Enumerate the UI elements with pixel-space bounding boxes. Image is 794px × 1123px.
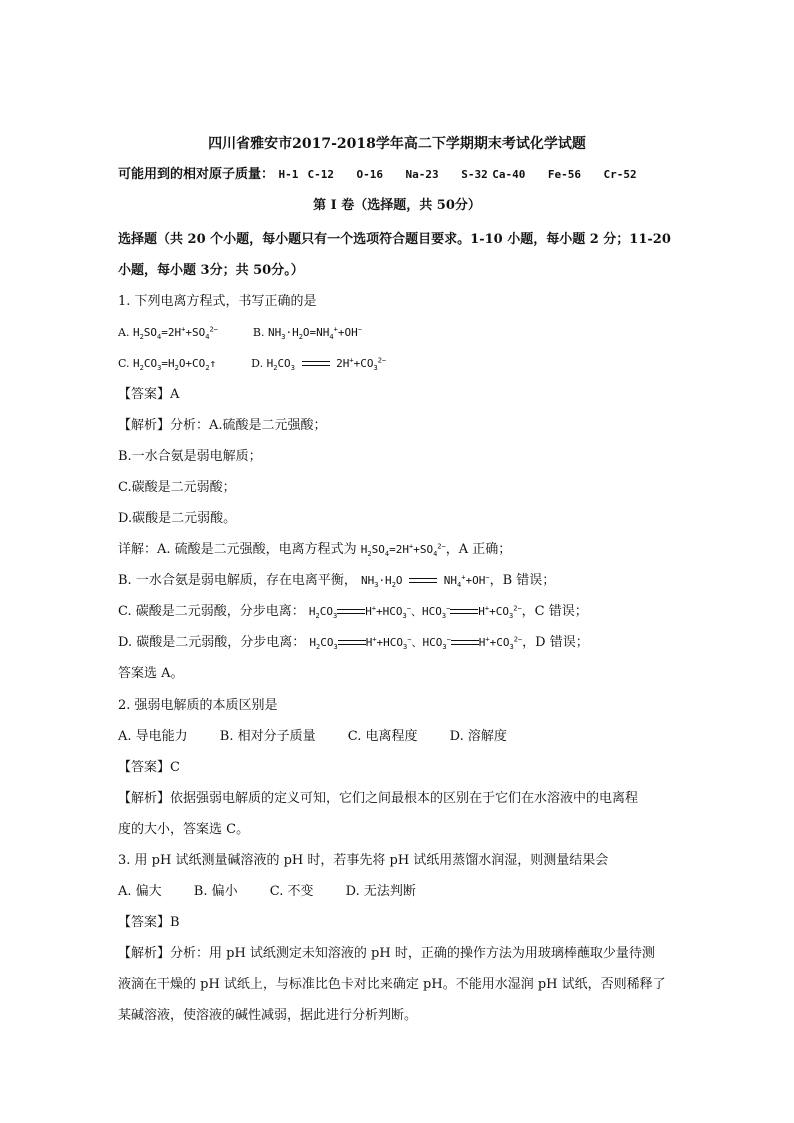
q3-answer: 【答案】B xyxy=(118,915,180,930)
q1-detail-b-formula: $NH_3\cdot H_2O$ $NH_4^++OH^-$ xyxy=(360,573,490,590)
q1-options-row-2 xyxy=(118,356,386,372)
equilibrium-arrow-icon xyxy=(409,577,437,585)
q1-detail-c xyxy=(118,604,588,620)
q1-detail-d-text: D. 碳酸是二元弱酸，分步电离： xyxy=(118,635,306,650)
q1-option-d-label: D. xyxy=(251,357,264,370)
q3-option-c: C. 不变 xyxy=(269,884,314,899)
instructions-line-1: 选择题（共 20 个小题，每小题只有一个选项符合题目要求。1-10 小题，每小题 2 分；11-20 xyxy=(118,232,671,247)
q2-option-b: B. 相对分子质量 xyxy=(219,729,316,744)
part-title: 第 I 卷（选择题，共 50分） xyxy=(313,198,481,213)
q1-detail-d-formula: $H_2CO_3$ $H^++HCO_3^-$、$HCO_3^-$ $H^++CO_3^{2-}$ xyxy=(309,635,523,652)
q1-detail-c-formula: $H_2CO_3$ $H^++HCO_3^-$、$HCO_3^-$ $H^++CO_3^{2-}$ xyxy=(308,604,522,621)
q3-option-a: A. 偏大 xyxy=(118,884,162,899)
q1-detail-a-formula: $H_2SO_4=2H^++SO_4^{2-}$ xyxy=(360,542,446,559)
atomic-mass-line xyxy=(118,167,637,183)
q1-detail-b-text: B. 一水合氨是弱电解质，存在电离平衡， xyxy=(118,573,357,588)
q2-analysis-line-2: 度的大小，答案选 C。 xyxy=(118,822,250,837)
q1-option-c-label: C. xyxy=(118,357,130,370)
q3-analysis-line-2: 液滴在干燥的 pH 试纸上，与标准比色卡对比来确定 pH。不能用水湿润 pH 试纸，否则稀释了 xyxy=(118,977,666,992)
q1-detail-b-end: ，B 错误； xyxy=(489,573,556,588)
equilibrium-arrow-icon xyxy=(338,639,366,647)
atomic-mass-label: 可能用到的相对原子质量： xyxy=(118,167,275,182)
q3-analysis-line-3: 某碱溶液，使溶液的碱性减弱，据此进行分析判断。 xyxy=(118,1008,418,1023)
q1-option-b-formula: $NH_3\cdot H_2O=NH_4^++OH^-$ xyxy=(267,325,362,342)
atomic-mass-item: O-16 xyxy=(356,168,384,181)
q2-option-d: D. 溶解度 xyxy=(449,729,507,744)
q3-analysis-line-1: 【解析】分析：用 pH 试纸测定未知溶液的 pH 时，正确的操作方法为用玻璃棒蘸取少量待测 xyxy=(118,946,655,961)
q1-answer: 【答案】A xyxy=(118,387,180,402)
atomic-mass-item: Cr-52 xyxy=(603,168,637,181)
q1-option-a-label: A. xyxy=(118,326,130,339)
q1-detail-c-end: ，C 错误； xyxy=(521,604,588,619)
q1-detail-d-end: ，D 错误； xyxy=(522,635,589,650)
q1-analysis-head: 【解析】分析：A.硫酸是二元强酸； xyxy=(118,418,327,433)
equilibrium-arrow-icon xyxy=(337,608,365,616)
instructions-line-2: 小题，每小题 3分；共 50分。） xyxy=(118,263,304,278)
q3-option-b: B. 偏小 xyxy=(193,884,238,899)
q1-detail-b xyxy=(118,573,555,589)
q2-answer: 【答案】C xyxy=(118,760,180,775)
atomic-mass-item: H-1 xyxy=(278,168,299,181)
atomic-mass-item: S-32 xyxy=(461,168,488,181)
q2-option-c: C. 电离程度 xyxy=(347,729,418,744)
q1-option-c-formula: $H_2CO_3=H_2O+CO_2↑$ xyxy=(133,357,217,373)
q1-detail-a-end: ，A 正确； xyxy=(445,542,512,557)
q1-analysis-b: B.一水合氨是弱电解质； xyxy=(118,449,262,464)
q1-detail-d xyxy=(118,635,589,651)
q2-option-a: A. 导电能力 xyxy=(118,729,188,744)
q3-stem: 3. 用 pH 试纸测量碱溶液的 pH 时，若事先将 pH 试纸用蒸馏水润湿，则测量结果会 xyxy=(118,853,609,868)
q1-detail-a xyxy=(118,542,511,558)
q3-options xyxy=(118,884,416,900)
q1-analysis-c: C.碳酸是二元弱酸； xyxy=(118,480,236,495)
q1-stem: 1. 下列电离方程式，书写正确的是 xyxy=(118,294,317,309)
q1-option-a-formula: $H_2SO_4=2H^++SO_4^{2-}$ xyxy=(132,325,218,342)
page-title: 四川省雅安市2017-2018学年高二下学期期末考试化学试题 xyxy=(208,136,586,152)
equilibrium-arrow-icon xyxy=(450,608,478,616)
q1-detail-c-text: C. 碳酸是二元弱酸，分步电离： xyxy=(118,604,305,619)
q2-stem: 2. 强弱电解质的本质区别是 xyxy=(118,698,278,713)
atomic-mass-item: Fe-56 xyxy=(547,168,582,181)
q1-analysis-d: D.碳酸是二元弱酸。 xyxy=(118,511,237,526)
q1-options-row-1 xyxy=(118,325,362,341)
equilibrium-arrow-icon xyxy=(302,360,330,368)
q3-option-d: D. 无法判断 xyxy=(345,884,416,899)
q2-analysis-line-1: 【解析】依据强弱电解质的定义可知，它们之间最根本的区别在于它们在水溶液中的电离程 xyxy=(118,791,639,806)
q1-detail-a-text: 详解：A. 硫酸是二元强酸，电离方程式为 xyxy=(118,542,357,557)
q1-option-d-formula: $H_2CO_3$ $2H^++CO_3^{2-}$ xyxy=(266,356,387,373)
atomic-mass-item: C-12 xyxy=(307,168,334,181)
equilibrium-arrow-icon xyxy=(451,639,479,647)
atomic-mass-item: Na-23 xyxy=(405,168,439,181)
q1-option-b-label: B. xyxy=(252,326,265,339)
q2-options xyxy=(118,729,507,745)
atomic-mass-item: Ca-40 xyxy=(492,168,526,181)
q1-conclusion: 答案选 A。 xyxy=(118,666,184,681)
